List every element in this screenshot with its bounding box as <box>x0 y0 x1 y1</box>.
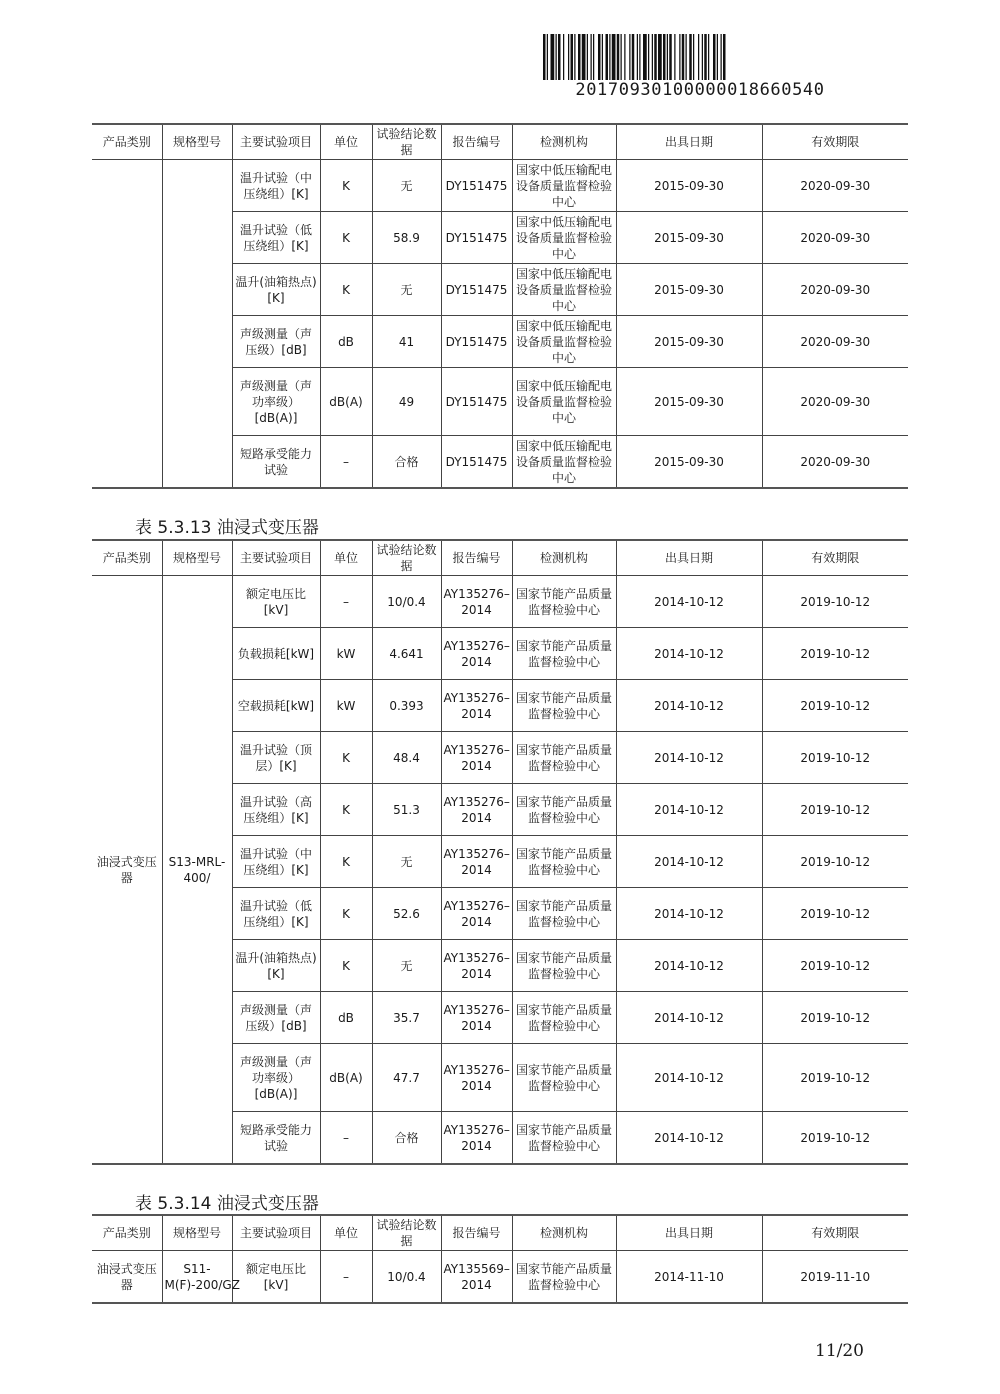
column-header: 单位 <box>320 124 372 160</box>
barcode-bar <box>637 34 638 80</box>
valid-until-cell: 2019-11-10 <box>762 1251 908 1304</box>
test-item-cell: 负载损耗[kW] <box>232 628 320 680</box>
report-number-cell: AY135276–2014 <box>441 836 512 888</box>
result-cell: 合格 <box>372 1112 441 1165</box>
page-number: 11/20 <box>815 1341 864 1361</box>
barcode-bar <box>591 34 592 80</box>
result-cell: 0.393 <box>372 680 441 732</box>
issue-date-cell: 2014-10-12 <box>616 992 762 1044</box>
barcode-bar <box>717 34 718 80</box>
column-header: 出具日期 <box>616 540 762 576</box>
barcode-bar <box>654 34 657 80</box>
column-header: 检测机构 <box>512 124 616 160</box>
report-number-cell: AY135276–2014 <box>441 1112 512 1165</box>
table-5-3-14 <box>92 1214 908 1304</box>
valid-until-cell: 2019-10-12 <box>762 628 908 680</box>
barcode-bar <box>652 34 653 80</box>
unit-cell: – <box>320 576 372 628</box>
unit-cell: – <box>320 436 372 489</box>
category-cell <box>92 160 162 489</box>
report-number-cell: AY135276–2014 <box>441 732 512 784</box>
barcode-bar <box>639 34 640 80</box>
column-header: 检测机构 <box>512 540 616 576</box>
unit-cell: K <box>320 940 372 992</box>
barcode-bar <box>704 34 707 80</box>
barcode-bar <box>721 34 722 80</box>
valid-until-cell: 2019-10-12 <box>762 992 908 1044</box>
column-header: 规格型号 <box>162 124 232 160</box>
model-cell <box>162 160 232 489</box>
barcode-bar <box>551 34 555 80</box>
valid-until-cell: 2019-10-12 <box>762 732 908 784</box>
unit-cell: – <box>320 1251 372 1304</box>
issue-date-cell: 2014-10-12 <box>616 628 762 680</box>
issue-date-cell: 2014-10-12 <box>616 836 762 888</box>
result-cell: 4.641 <box>372 628 441 680</box>
institution-cell: 国家节能产品质量监督检验中心 <box>512 680 616 732</box>
column-header: 报告编号 <box>441 1215 512 1251</box>
issue-date-cell: 2014-10-12 <box>616 680 762 732</box>
institution-cell: 国家中低压输配电设备质量监督检验中心 <box>512 264 616 316</box>
result-cell: 无 <box>372 264 441 316</box>
result-cell: 52.6 <box>372 888 441 940</box>
column-header: 有效期限 <box>762 540 908 576</box>
barcode-bar <box>624 34 625 80</box>
column-header: 出具日期 <box>616 124 762 160</box>
unit-cell: K <box>320 784 372 836</box>
table-5-3-14-title: 表 5.3.14 油浸式变压器 <box>135 1194 319 1214</box>
barcode-bar <box>574 34 575 80</box>
table-row <box>92 576 908 628</box>
test-item-cell: 空载损耗[kW] <box>232 680 320 732</box>
unit-cell: dB(A) <box>320 368 372 436</box>
column-header: 产品类别 <box>92 124 162 160</box>
issue-date-cell: 2014-10-12 <box>616 732 762 784</box>
report-number-cell: AY135276–2014 <box>441 576 512 628</box>
unit-cell: K <box>320 888 372 940</box>
barcode-bar <box>621 34 622 80</box>
report-number-cell: AY135276–2014 <box>441 680 512 732</box>
test-item-cell: 温升试验（顶层）[K] <box>232 732 320 784</box>
institution-cell: 国家节能产品质量监督检验中心 <box>512 1044 616 1112</box>
test-item-cell: 声级测量（声功率级）[dB(A)] <box>232 368 320 436</box>
unit-cell: kW <box>320 628 372 680</box>
unit-cell: K <box>320 836 372 888</box>
issue-date-cell: 2014-10-12 <box>616 888 762 940</box>
institution-cell: 国家中低压输配电设备质量监督检验中心 <box>512 436 616 489</box>
barcode-bar <box>612 34 616 80</box>
report-number-cell: DY151475 <box>441 212 512 264</box>
issue-date-cell: 2014-10-12 <box>616 1044 762 1112</box>
institution-cell: 国家节能产品质量监督检验中心 <box>512 628 616 680</box>
barcode-bar <box>693 34 694 80</box>
valid-until-cell: 2020-09-30 <box>762 160 908 212</box>
column-header: 检测机构 <box>512 1215 616 1251</box>
barcode-bar <box>679 34 680 80</box>
column-header: 规格型号 <box>162 540 232 576</box>
test-item-cell: 温升试验（低压绕组）[K] <box>232 212 320 264</box>
result-cell: 48.4 <box>372 732 441 784</box>
table-5-3-13-title: 表 5.3.13 油浸式变压器 <box>135 518 319 538</box>
table-5-3-13 <box>92 539 908 1165</box>
unit-cell: kW <box>320 680 372 732</box>
result-cell: 35.7 <box>372 992 441 1044</box>
barcode-bar <box>547 34 548 80</box>
barcode-bar <box>663 34 666 80</box>
issue-date-cell: 2015-09-30 <box>616 436 762 489</box>
column-header: 出具日期 <box>616 1215 762 1251</box>
institution-cell: 国家中低压输配电设备质量监督检验中心 <box>512 160 616 212</box>
barcode-bar <box>606 34 609 80</box>
barcode-bar <box>632 34 635 80</box>
barcode-bar <box>713 34 716 80</box>
barcode-bar <box>609 34 610 80</box>
valid-until-cell: 2019-10-12 <box>762 1044 908 1112</box>
barcode-bar <box>563 34 564 80</box>
result-cell: 41 <box>372 316 441 368</box>
issue-date-cell: 2014-11-10 <box>616 1251 762 1304</box>
barcode-bar <box>674 34 675 80</box>
valid-until-cell: 2019-10-12 <box>762 576 908 628</box>
unit-cell: K <box>320 160 372 212</box>
result-cell: 合格 <box>372 436 441 489</box>
column-header: 主要试验项目 <box>232 124 320 160</box>
institution-cell: 国家中低压输配电设备质量监督检验中心 <box>512 368 616 436</box>
barcode-bar <box>629 34 630 80</box>
test-item-cell: 额定电压比[kV] <box>232 576 320 628</box>
barcode-bar <box>543 34 546 80</box>
report-number-cell: DY151475 <box>441 436 512 489</box>
column-header: 试验结论数据 <box>372 124 441 160</box>
table-header-row <box>92 124 908 160</box>
report-number-cell: AY135276–2014 <box>441 628 512 680</box>
issue-date-cell: 2014-10-12 <box>616 1112 762 1165</box>
unit-cell: K <box>320 212 372 264</box>
barcode-bar <box>698 34 699 80</box>
category-cell: 油浸式变压器 <box>92 576 162 1165</box>
column-header: 单位 <box>320 1215 372 1251</box>
unit-cell: K <box>320 264 372 316</box>
institution-cell: 国家节能产品质量监督检验中心 <box>512 576 616 628</box>
report-number-cell: DY151475 <box>441 316 512 368</box>
institution-cell: 国家节能产品质量监督检验中心 <box>512 888 616 940</box>
test-item-cell: 额定电压比[kV] <box>232 1251 320 1304</box>
issue-date-cell: 2014-10-12 <box>616 784 762 836</box>
barcode-bar <box>598 34 601 80</box>
institution-cell: 国家中低压输配电设备质量监督检验中心 <box>512 212 616 264</box>
issue-date-cell: 2014-10-12 <box>616 576 762 628</box>
report-number-cell: AY135276–2014 <box>441 1044 512 1112</box>
barcode-bar <box>702 34 703 80</box>
valid-until-cell: 2019-10-12 <box>762 836 908 888</box>
column-header: 报告编号 <box>441 540 512 576</box>
valid-until-cell: 2020-09-30 <box>762 436 908 489</box>
unit-cell: dB <box>320 316 372 368</box>
column-header: 主要试验项目 <box>232 540 320 576</box>
table-header-row <box>92 540 908 576</box>
valid-until-cell: 2019-10-12 <box>762 680 908 732</box>
valid-until-cell: 2020-09-30 <box>762 264 908 316</box>
continuation-test-table <box>92 123 908 489</box>
valid-until-cell: 2019-10-12 <box>762 1112 908 1165</box>
report-number-cell: DY151475 <box>441 368 512 436</box>
institution-cell: 国家节能产品质量监督检验中心 <box>512 1112 616 1165</box>
barcode-bar <box>602 34 603 80</box>
result-cell: 51.3 <box>372 784 441 836</box>
unit-cell: dB(A) <box>320 1044 372 1112</box>
barcode-bar <box>648 34 649 80</box>
model-cell: S11-M(F)-200/GZ <box>162 1251 232 1304</box>
category-cell: 油浸式变压器 <box>92 1251 162 1304</box>
barcode-bar <box>689 34 692 80</box>
result-cell: 10/0.4 <box>372 576 441 628</box>
institution-cell: 国家节能产品质量监督检验中心 <box>512 836 616 888</box>
report-number-cell: AY135569–2014 <box>441 1251 512 1304</box>
barcode-bar <box>669 34 672 80</box>
test-item-cell: 短路承受能力试验 <box>232 436 320 489</box>
test-item-cell: 声级测量（声压级）[dB] <box>232 316 320 368</box>
test-item-cell: 短路承受能力试验 <box>232 1112 320 1165</box>
barcode-bar <box>682 34 685 80</box>
column-header: 试验结论数据 <box>372 540 441 576</box>
barcode-bar <box>658 34 662 80</box>
barcode-bar <box>617 34 620 80</box>
barcode-bar <box>582 34 586 80</box>
barcode-bar <box>708 34 709 80</box>
column-header: 有效期限 <box>762 124 908 160</box>
result-cell: 无 <box>372 160 441 212</box>
unit-cell: dB <box>320 992 372 1044</box>
report-number-cell: AY135276–2014 <box>441 888 512 940</box>
test-item-cell: 声级测量（声压级）[dB] <box>232 992 320 1044</box>
column-header: 单位 <box>320 540 372 576</box>
barcode-number: 20170930100000018660540 <box>575 80 825 100</box>
test-item-cell: 温升试验（低压绕组）[K] <box>232 888 320 940</box>
issue-date-cell: 2015-09-30 <box>616 212 762 264</box>
test-item-cell: 温升试验（中压绕组）[K] <box>232 160 320 212</box>
barcode-bar <box>568 34 569 80</box>
column-header: 有效期限 <box>762 1215 908 1251</box>
institution-cell: 国家中低压输配电设备质量监督检验中心 <box>512 316 616 368</box>
barcode-bar <box>578 34 581 80</box>
issue-date-cell: 2015-09-30 <box>616 160 762 212</box>
report-number-cell: AY135276–2014 <box>441 784 512 836</box>
barcode-image <box>543 34 855 80</box>
barcode-bar <box>686 34 687 80</box>
column-header: 产品类别 <box>92 1215 162 1251</box>
barcode-bar <box>593 34 594 80</box>
issue-date-cell: 2015-09-30 <box>616 316 762 368</box>
result-cell: 58.9 <box>372 212 441 264</box>
column-header: 规格型号 <box>162 1215 232 1251</box>
test-item-cell: 温升(油箱热点)[K] <box>232 264 320 316</box>
barcode-bar <box>571 34 574 80</box>
valid-until-cell: 2019-10-12 <box>762 784 908 836</box>
valid-until-cell: 2019-10-12 <box>762 940 908 992</box>
test-item-cell: 声级测量（声功率级）[dB(A)] <box>232 1044 320 1112</box>
model-cell: S13-MRL-400/ <box>162 576 232 1165</box>
report-number-cell: AY135276–2014 <box>441 992 512 1044</box>
table-row <box>92 160 908 212</box>
result-cell: 10/0.4 <box>372 1251 441 1304</box>
column-header: 主要试验项目 <box>232 1215 320 1251</box>
barcode-bar <box>723 34 726 80</box>
report-number-cell: AY135276–2014 <box>441 940 512 992</box>
barcode-bar <box>587 34 588 80</box>
valid-until-cell: 2020-09-30 <box>762 212 908 264</box>
issue-date-cell: 2015-09-30 <box>616 264 762 316</box>
column-header: 报告编号 <box>441 124 512 160</box>
barcode-bar <box>643 34 647 80</box>
column-header: 产品类别 <box>92 540 162 576</box>
result-cell: 47.7 <box>372 1044 441 1112</box>
unit-cell: – <box>320 1112 372 1165</box>
issue-date-cell: 2014-10-12 <box>616 940 762 992</box>
valid-until-cell: 2020-09-30 <box>762 316 908 368</box>
institution-cell: 国家节能产品质量监督检验中心 <box>512 1251 616 1304</box>
barcode-bar <box>558 34 561 80</box>
issue-date-cell: 2015-09-30 <box>616 368 762 436</box>
institution-cell: 国家节能产品质量监督检验中心 <box>512 940 616 992</box>
result-cell: 无 <box>372 940 441 992</box>
test-item-cell: 温升试验（中压绕组）[K] <box>232 836 320 888</box>
barcode-bar <box>667 34 668 80</box>
institution-cell: 国家节能产品质量监督检验中心 <box>512 784 616 836</box>
institution-cell: 国家节能产品质量监督检验中心 <box>512 992 616 1044</box>
column-header: 试验结论数据 <box>372 1215 441 1251</box>
test-item-cell: 温升(油箱热点)[K] <box>232 940 320 992</box>
institution-cell: 国家节能产品质量监督检验中心 <box>512 732 616 784</box>
valid-until-cell: 2019-10-12 <box>762 888 908 940</box>
table-header-row <box>92 1215 908 1251</box>
table-row <box>92 1251 908 1304</box>
report-number-cell: DY151475 <box>441 264 512 316</box>
barcode-bar <box>556 34 557 80</box>
valid-until-cell: 2020-09-30 <box>762 368 908 436</box>
test-item-cell: 温升试验（高压绕组）[K] <box>232 784 320 836</box>
result-cell: 无 <box>372 836 441 888</box>
result-cell: 49 <box>372 368 441 436</box>
report-number-cell: DY151475 <box>441 160 512 212</box>
unit-cell: K <box>320 732 372 784</box>
